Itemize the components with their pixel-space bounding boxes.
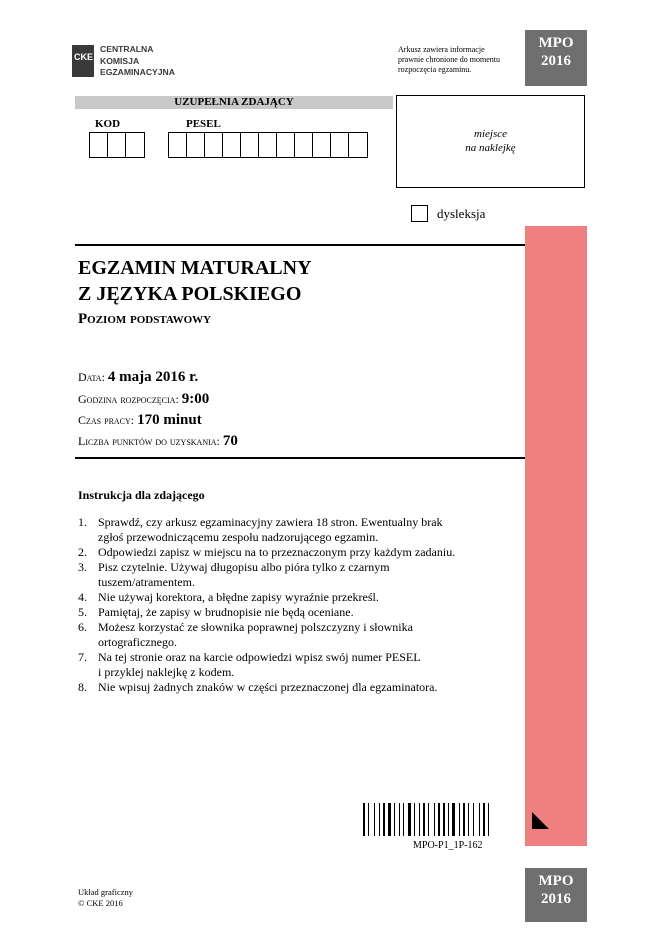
- instruction-text: zgłoś przewodniczącemu zespołu nadzorującego egzamin.: [98, 530, 379, 544]
- exam-duration: [78, 410, 202, 430]
- barcode-bar: [475, 803, 478, 836]
- pesel-digit-box[interactable]: [241, 133, 259, 157]
- side-color-strip: [525, 226, 587, 846]
- instruction-text: Nie używaj korektora, a błędne zapisy wyraźnie przekreśl.: [98, 590, 379, 604]
- logo-line: KOMISJA: [100, 55, 140, 66]
- instruction-item: [78, 590, 518, 605]
- pesel-digit-box[interactable]: [349, 133, 367, 157]
- instruction-number: 2.: [78, 545, 87, 559]
- kod-digit-box[interactable]: [108, 133, 126, 157]
- instruction-item: [78, 680, 518, 695]
- duration-value: 170 minut: [137, 412, 202, 428]
- candidate-fill-header: UZUPEŁNIA ZDAJĄCY: [75, 96, 393, 109]
- pesel-digit-box[interactable]: [295, 133, 313, 157]
- barcode-bar: [461, 803, 462, 836]
- barcode-bar: [426, 803, 427, 836]
- barcode-bar: [448, 803, 449, 836]
- barcode-bar: [396, 803, 398, 836]
- sticker-placeholder: [396, 95, 585, 188]
- barcode-bar: [423, 803, 425, 836]
- barcode: [363, 803, 513, 836]
- barcode-text: MPO-P1_1P-162: [413, 840, 483, 851]
- instruction-item: [78, 650, 518, 680]
- barcode-bar: [483, 803, 485, 836]
- confidential-notice: [398, 45, 518, 75]
- start-label: Godzina rozpoczęcia:: [78, 392, 179, 406]
- barcode-bar: [428, 803, 429, 836]
- instruction-number: 3.: [78, 560, 87, 574]
- instruction-item: [78, 515, 518, 545]
- barcode-bar: [438, 803, 440, 836]
- barcode-bar: [479, 803, 480, 836]
- kod-label: KOD: [95, 118, 121, 130]
- barcode-bar: [452, 803, 455, 836]
- corner-marker: [532, 812, 549, 829]
- barcode-bar: [466, 803, 467, 836]
- pesel-digit-box[interactable]: [223, 133, 241, 157]
- duration-label: Czas pracy:: [78, 413, 135, 427]
- kod-digit-box[interactable]: [126, 133, 144, 157]
- footer-line: Układ graficzny: [78, 887, 133, 897]
- barcode-bar: [450, 803, 451, 836]
- cke-logo-mark: [72, 45, 94, 77]
- exam-code-badge-bottom: [525, 868, 587, 922]
- pesel-digit-box[interactable]: [331, 133, 349, 157]
- exam-points: [78, 431, 238, 451]
- barcode-bar: [468, 803, 469, 836]
- pesel-digit-box[interactable]: [205, 133, 223, 157]
- barcode-bar: [473, 803, 474, 836]
- dyslexia-label: dysleksja: [437, 206, 486, 221]
- barcode-bar: [441, 803, 442, 836]
- start-value: 9:00: [181, 391, 210, 407]
- badge-code: MPO: [538, 873, 574, 889]
- dyslexia-checkbox[interactable]: [411, 205, 428, 222]
- barcode-bar: [399, 803, 400, 836]
- date-label: Data:: [78, 370, 105, 384]
- exam-title-line2: Z JĘZYKA POLSKIEGO: [78, 283, 302, 305]
- exam-level: Poziom podstawowy: [78, 311, 212, 327]
- instruction-text: Pisz czytelnie. Używaj długopisu albo pióra tylko z czarnym: [98, 560, 390, 574]
- date-value: 4 maja 2016 r.: [107, 369, 199, 385]
- exam-start: [78, 389, 209, 409]
- instruction-text: Na tej stronie oraz na karcie odpowiedzi wpisz swój numer PESEL: [98, 650, 421, 664]
- notice-line: rozpoczęcia egzaminu.: [398, 65, 472, 74]
- instruction-number: 8.: [78, 680, 87, 694]
- kod-digit-box[interactable]: [90, 133, 108, 157]
- barcode-bar: [383, 803, 385, 836]
- barcode-bar: [463, 803, 465, 836]
- barcode-bar: [363, 803, 365, 836]
- instruction-item: [78, 545, 518, 560]
- instruction-item: [78, 605, 518, 620]
- notice-line: prawnie chronione do momentu: [398, 55, 500, 64]
- barcode-bar: [414, 803, 415, 836]
- barcode-bar: [379, 803, 380, 836]
- instruction-text: ortograficznego.: [98, 635, 177, 649]
- barcode-bar: [490, 803, 492, 836]
- logo-line: CENTRALNA: [100, 44, 154, 54]
- logo-abbr: CKE: [74, 52, 94, 62]
- exam-date: [78, 367, 198, 387]
- barcode-bar: [446, 803, 447, 836]
- badge-year: 2016: [541, 891, 571, 907]
- instruction-text: Sprawdź, czy arkusz egzaminacyjny zawiera 18 stron. Ewentualny brak: [98, 515, 443, 529]
- barcode-bar: [443, 803, 445, 836]
- pesel-label: PESEL: [186, 118, 221, 130]
- barcode-bar: [368, 803, 369, 836]
- footer-line: © CKE 2016: [78, 898, 123, 908]
- barcode-bar: [394, 803, 395, 836]
- instruction-text: i przyklej naklejkę z kodem.: [98, 665, 235, 679]
- instruction-item: [78, 620, 518, 650]
- instructions-list: [78, 515, 518, 695]
- barcode-bar: [470, 803, 472, 836]
- pesel-digit-box[interactable]: [187, 133, 205, 157]
- divider-bottom: [75, 457, 525, 459]
- footer: [78, 887, 133, 909]
- barcode-bar: [388, 803, 391, 836]
- badge-code: MPO: [538, 35, 574, 51]
- barcode-bar: [374, 803, 375, 836]
- barcode-bar: [430, 803, 433, 836]
- points-label: Liczba punktów do uzyskania:: [78, 434, 220, 448]
- sticker-line: na naklejkę: [465, 142, 516, 154]
- pesel-digit-box[interactable]: [313, 133, 331, 157]
- barcode-bar: [421, 803, 422, 836]
- barcode-bar: [459, 803, 460, 836]
- barcode-bar: [376, 803, 378, 836]
- barcode-bar: [381, 803, 382, 836]
- barcode-bar: [412, 803, 413, 836]
- instruction-text: Pamiętaj, że zapisy w brudnopisie nie będą oceniane.: [98, 605, 354, 619]
- instruction-number: 4.: [78, 590, 87, 604]
- instruction-number: 1.: [78, 515, 87, 529]
- logo-line: EGZAMINACYJNA: [100, 67, 175, 77]
- divider-top: [75, 244, 525, 246]
- sticker-line: miejsce: [474, 128, 507, 140]
- barcode-bar: [416, 803, 418, 836]
- points-value: 70: [222, 433, 238, 449]
- barcode-bar: [405, 803, 407, 836]
- pesel-digit-box[interactable]: [277, 133, 295, 157]
- barcode-bar: [401, 803, 402, 836]
- instruction-number: 5.: [78, 605, 87, 619]
- barcode-bar: [386, 803, 387, 836]
- barcode-bar: [419, 803, 420, 836]
- barcode-bar: [403, 803, 404, 836]
- instruction-item: [78, 560, 518, 590]
- instruction-text: Możesz korzystać ze słownika poprawnej polszczyzny i słownika: [98, 620, 413, 634]
- instruction-number: 6.: [78, 620, 87, 634]
- notice-line: Arkusz zawiera informacje: [398, 45, 485, 54]
- barcode-bar: [408, 803, 411, 836]
- pesel-digit-box[interactable]: [259, 133, 277, 157]
- kod-input-boxes[interactable]: [89, 132, 145, 158]
- instruction-text: tuszem/atramentem.: [98, 575, 195, 589]
- exam-code-badge-top: [525, 30, 587, 86]
- barcode-bar: [436, 803, 437, 836]
- pesel-input-boxes[interactable]: [168, 132, 368, 158]
- instruction-text: Odpowiedzi zapisz w miejscu na to przeznaczonym przy każdym zadaniu.: [98, 545, 456, 559]
- barcode-bar: [488, 803, 489, 836]
- barcode-bar: [434, 803, 435, 836]
- barcode-bar: [481, 803, 482, 836]
- barcode-bar: [456, 803, 458, 836]
- barcode-bar: [366, 803, 367, 836]
- exam-title-line1: EGZAMIN MATURALNY: [78, 257, 312, 279]
- barcode-bar: [392, 803, 393, 836]
- instructions-title: Instrukcja dla zdającego: [78, 488, 205, 502]
- barcode-bar: [370, 803, 373, 836]
- instruction-number: 7.: [78, 650, 87, 664]
- barcode-bar: [486, 803, 487, 836]
- cke-logo-text: [100, 44, 175, 79]
- instruction-text: Nie wpisuj żadnych znaków w części przeznaczonej dla egzaminatora.: [98, 680, 438, 694]
- pesel-digit-box[interactable]: [169, 133, 187, 157]
- badge-year: 2016: [541, 53, 571, 69]
